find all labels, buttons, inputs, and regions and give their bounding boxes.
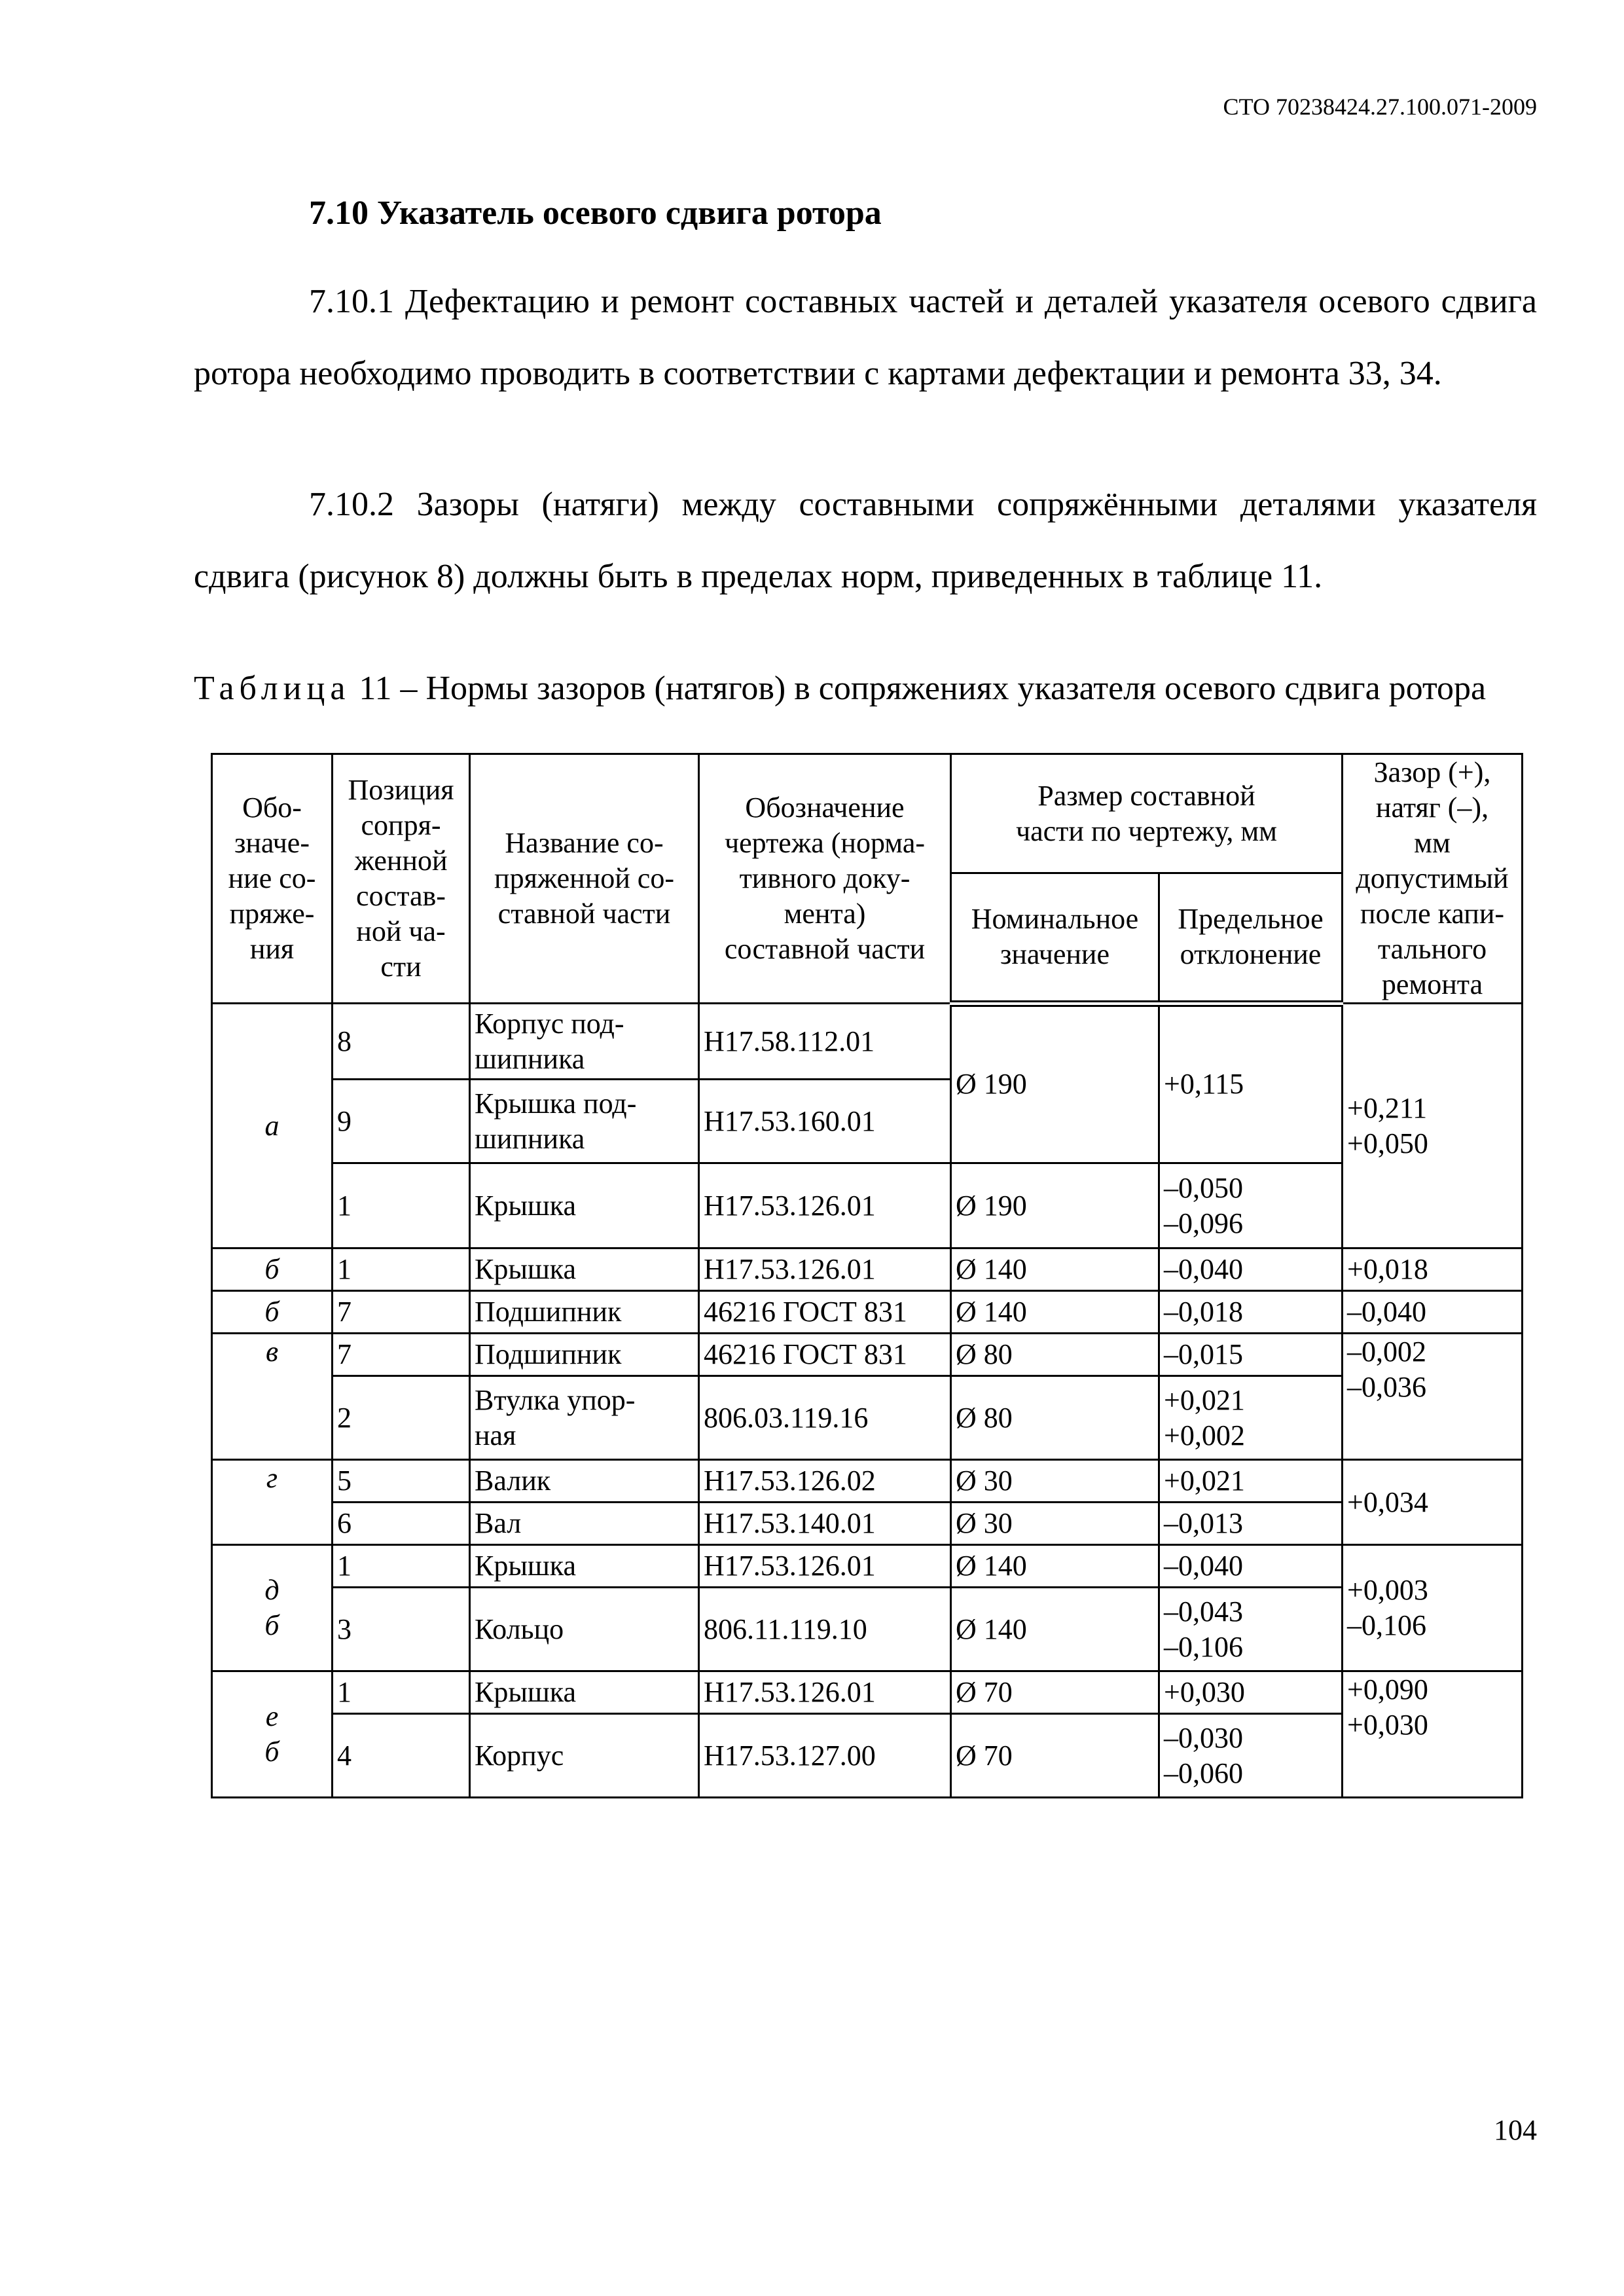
gap-cell: +0,018 — [1343, 1248, 1523, 1291]
header-size — [951, 754, 1343, 873]
position-cell: 1 — [333, 1163, 470, 1248]
cell-line: Название со- — [505, 827, 664, 859]
cell-line: женной — [354, 845, 448, 877]
header-drawing — [699, 754, 951, 1004]
deviation-cell: –0,040 — [1159, 1248, 1343, 1291]
cell-line: +0,002 — [1164, 1419, 1245, 1451]
part-name-cell: Кольцо — [470, 1588, 699, 1671]
table-row — [212, 1291, 1523, 1334]
gap-cell — [1343, 1671, 1523, 1798]
part-name-cell — [470, 1080, 699, 1163]
part-name-cell: Крышка — [470, 1671, 699, 1714]
cell-line: +0,003 — [1347, 1574, 1428, 1607]
part-name-cell — [470, 1376, 699, 1460]
nominal-cell: Ø 30 — [951, 1503, 1159, 1545]
cell-line: ния — [249, 933, 295, 965]
cell-line: допустимый — [1356, 862, 1509, 894]
cell-line: части по чертежу, мм — [1015, 814, 1278, 847]
header-nominal — [951, 873, 1159, 1004]
position-cell: 4 — [333, 1714, 470, 1798]
cell-line: Обо- — [242, 792, 302, 824]
cell-line: +0,021 — [1164, 1383, 1245, 1416]
cell-line: –0,030 — [1164, 1721, 1243, 1754]
designation-cell: а — [212, 1004, 333, 1248]
cell-line: ние со- — [228, 862, 316, 894]
nominal-cell: Ø 70 — [951, 1671, 1159, 1714]
nominal-cell: Ø 190 — [951, 1004, 1159, 1163]
gap-cell — [1343, 1004, 1523, 1248]
deviation-cell: +0,030 — [1159, 1671, 1343, 1714]
part-name-cell: Корпус — [470, 1714, 699, 1798]
table-row — [212, 1460, 1523, 1503]
table-row — [212, 1671, 1523, 1714]
cell-line: составной части — [724, 933, 926, 965]
designation-cell: в — [212, 1334, 333, 1460]
drawing-cell: Н17.53.126.01 — [699, 1545, 951, 1588]
cell-line: сопря- — [361, 809, 441, 841]
position-cell: 5 — [333, 1460, 470, 1503]
cell-line: Зазор (+), — [1373, 756, 1491, 788]
position-cell: 1 — [333, 1671, 470, 1714]
position-cell: 2 — [333, 1376, 470, 1460]
cell-line: значе- — [234, 827, 310, 859]
table-row — [212, 1714, 1523, 1798]
cell-line: –0,002 — [1347, 1336, 1426, 1368]
cell-line: тивного доку- — [739, 862, 911, 894]
deviation-cell: –0,040 — [1159, 1545, 1343, 1588]
cell-line: –0,050 — [1164, 1171, 1243, 1204]
paragraph-text: 7.10.1 Дефектацию и ремонт составных частей и деталей указателя осевого сдвига ротора необходимо проводить в соответствии с картами дефектации и ремонта 33, 34. — [194, 283, 1537, 392]
cell-line: д — [264, 1574, 280, 1607]
cell-line: отклонение — [1180, 938, 1322, 971]
position-cell: 1 — [333, 1248, 470, 1291]
cell-line: +0,090 — [1347, 1673, 1428, 1706]
section-title: 7.10 Указатель осевого сдвига ротора — [309, 194, 882, 232]
drawing-cell: 806.03.119.16 — [699, 1376, 951, 1460]
cell-line: б — [264, 1609, 280, 1642]
cell-line: Предельное — [1178, 903, 1324, 936]
nominal-cell: Ø 140 — [951, 1588, 1159, 1671]
part-name-cell: Крышка — [470, 1545, 699, 1588]
part-name-cell: Валик — [470, 1460, 699, 1503]
paragraph-text: 7.10.2 Зазоры (натяги) между составными сопряжёнными деталями указателя сдвига (рисунок 8) должны быть в пределах норм, приведенных в таблице 11. — [194, 486, 1537, 595]
cell-line: +0,030 — [1347, 1709, 1428, 1741]
designation-cell — [212, 1545, 333, 1671]
cell-line: мм — [1414, 827, 1451, 859]
cell-line: Номинальное — [971, 903, 1139, 936]
drawing-cell: Н17.53.126.01 — [699, 1671, 951, 1714]
cell-line: ремонта — [1381, 968, 1483, 1000]
gap-cell: +0,034 — [1343, 1460, 1523, 1545]
cell-line: Втулка упор- — [475, 1383, 636, 1416]
cell-line: ставной части — [497, 898, 671, 930]
table-caption-text: 11 – Нормы зазоров (натягов) в сопряжениях указателя осевого сдвига ротора — [359, 670, 1487, 707]
nominal-cell: Ø 140 — [951, 1291, 1159, 1334]
deviation-cell: –0,018 — [1159, 1291, 1343, 1334]
cell-line: состав- — [356, 880, 446, 912]
cell-line: –0,043 — [1164, 1595, 1243, 1628]
designation-cell: б — [212, 1291, 333, 1334]
paragraph-7-10-2 — [194, 469, 1537, 613]
nominal-cell: Ø 190 — [951, 1163, 1159, 1248]
deviation-cell — [1159, 1376, 1343, 1460]
cell-line: ной ча- — [356, 915, 446, 947]
drawing-cell: 46216 ГОСТ 831 — [699, 1291, 951, 1334]
cell-line: б — [264, 1736, 280, 1768]
designation-cell: г — [212, 1460, 333, 1545]
cell-line: –0,106 — [1164, 1630, 1243, 1663]
table-row — [212, 1545, 1523, 1588]
header-gap — [1343, 754, 1523, 1004]
cell-line: пряженной со- — [494, 862, 674, 894]
cell-line: шипника — [475, 1042, 585, 1075]
gap-cell — [1343, 1334, 1523, 1460]
drawing-cell: Н17.53.126.01 — [699, 1248, 951, 1291]
nominal-cell: Ø 140 — [951, 1248, 1159, 1291]
deviation-cell — [1159, 1588, 1343, 1671]
designation-cell — [212, 1671, 333, 1798]
nominal-cell: Ø 70 — [951, 1714, 1159, 1798]
table-caption — [194, 665, 1537, 712]
cell-line: –0,096 — [1164, 1207, 1243, 1239]
part-name-cell: Подшипник — [470, 1334, 699, 1376]
cell-line: –0,036 — [1347, 1371, 1426, 1404]
position-cell: 9 — [333, 1080, 470, 1163]
cell-line: е — [265, 1700, 279, 1733]
header-deviation — [1159, 873, 1343, 1004]
document-code: СТО 70238424.27.100.071-2009 — [1223, 94, 1537, 120]
table-caption-label: Таблица — [194, 670, 351, 707]
deviation-cell: –0,013 — [1159, 1503, 1343, 1545]
position-cell: 6 — [333, 1503, 470, 1545]
deviation-cell: –0,015 — [1159, 1334, 1343, 1376]
gap-cell — [1343, 1545, 1523, 1671]
deviation-cell — [1159, 1163, 1343, 1248]
nominal-cell: Ø 80 — [951, 1376, 1159, 1460]
cell-line: тального — [1377, 933, 1487, 965]
nominal-cell: Ø 140 — [951, 1545, 1159, 1588]
position-cell: 3 — [333, 1588, 470, 1671]
nominal-cell: Ø 80 — [951, 1334, 1159, 1376]
table-row — [212, 1004, 1523, 1080]
nominal-cell: Ø 30 — [951, 1460, 1159, 1503]
cell-line: Крышка под- — [475, 1087, 637, 1120]
cell-line: +0,050 — [1347, 1127, 1428, 1159]
gap-cell: –0,040 — [1343, 1291, 1523, 1334]
cell-line: значение — [1000, 938, 1110, 971]
deviation-cell — [1159, 1714, 1343, 1798]
cell-line: –0,106 — [1347, 1609, 1426, 1642]
cell-line: мента) — [784, 898, 866, 930]
deviation-cell: +0,021 — [1159, 1460, 1343, 1503]
cell-line: чертежа (норма- — [724, 827, 926, 859]
paragraph-7-10-1 — [194, 266, 1537, 410]
header-designation — [212, 754, 333, 1004]
cell-line: Позиция — [348, 774, 454, 806]
part-name-cell — [470, 1004, 699, 1080]
norms-table — [211, 753, 1523, 1798]
cell-line: ная — [475, 1419, 516, 1451]
drawing-cell: 806.11.119.10 — [699, 1588, 951, 1671]
cell-line: –0,060 — [1164, 1757, 1243, 1789]
table-row — [212, 1163, 1523, 1248]
cell-line: +0,211 — [1347, 1091, 1428, 1124]
cell-line: Обозначение — [745, 792, 905, 824]
cell-line: Размер составной — [1038, 779, 1255, 812]
header-position — [333, 754, 470, 1004]
table-row — [212, 1588, 1523, 1671]
table-row — [212, 1376, 1523, 1460]
position-cell: 7 — [333, 1334, 470, 1376]
cell-line: сти — [380, 951, 422, 983]
cell-line: после капи- — [1360, 898, 1505, 930]
drawing-cell: Н17.53.127.00 — [699, 1714, 951, 1798]
header-part-name — [470, 754, 699, 1004]
cell-line: шипника — [475, 1122, 585, 1155]
cell-line: Корпус под- — [475, 1007, 624, 1040]
part-name-cell: Вал — [470, 1503, 699, 1545]
part-name-cell: Крышка — [470, 1248, 699, 1291]
drawing-cell: Н17.53.126.02 — [699, 1460, 951, 1503]
position-cell: 7 — [333, 1291, 470, 1334]
table-row — [212, 1503, 1523, 1545]
cell-line: натяг (–), — [1375, 792, 1489, 824]
part-name-cell: Подшипник — [470, 1291, 699, 1334]
drawing-cell: Н17.53.160.01 — [699, 1080, 951, 1163]
position-cell: 8 — [333, 1004, 470, 1080]
position-cell: 1 — [333, 1545, 470, 1588]
table-row — [212, 1334, 1523, 1376]
drawing-cell: Н17.53.140.01 — [699, 1503, 951, 1545]
drawing-cell: 46216 ГОСТ 831 — [699, 1334, 951, 1376]
designation-cell: б — [212, 1248, 333, 1291]
deviation-cell: +0,115 — [1159, 1004, 1343, 1163]
part-name-cell: Крышка — [470, 1163, 699, 1248]
cell-line: пряже- — [229, 898, 315, 930]
drawing-cell: Н17.58.112.01 — [699, 1004, 951, 1080]
drawing-cell: Н17.53.126.01 — [699, 1163, 951, 1248]
page-number: 104 — [1494, 2114, 1537, 2146]
table-row — [212, 1248, 1523, 1291]
